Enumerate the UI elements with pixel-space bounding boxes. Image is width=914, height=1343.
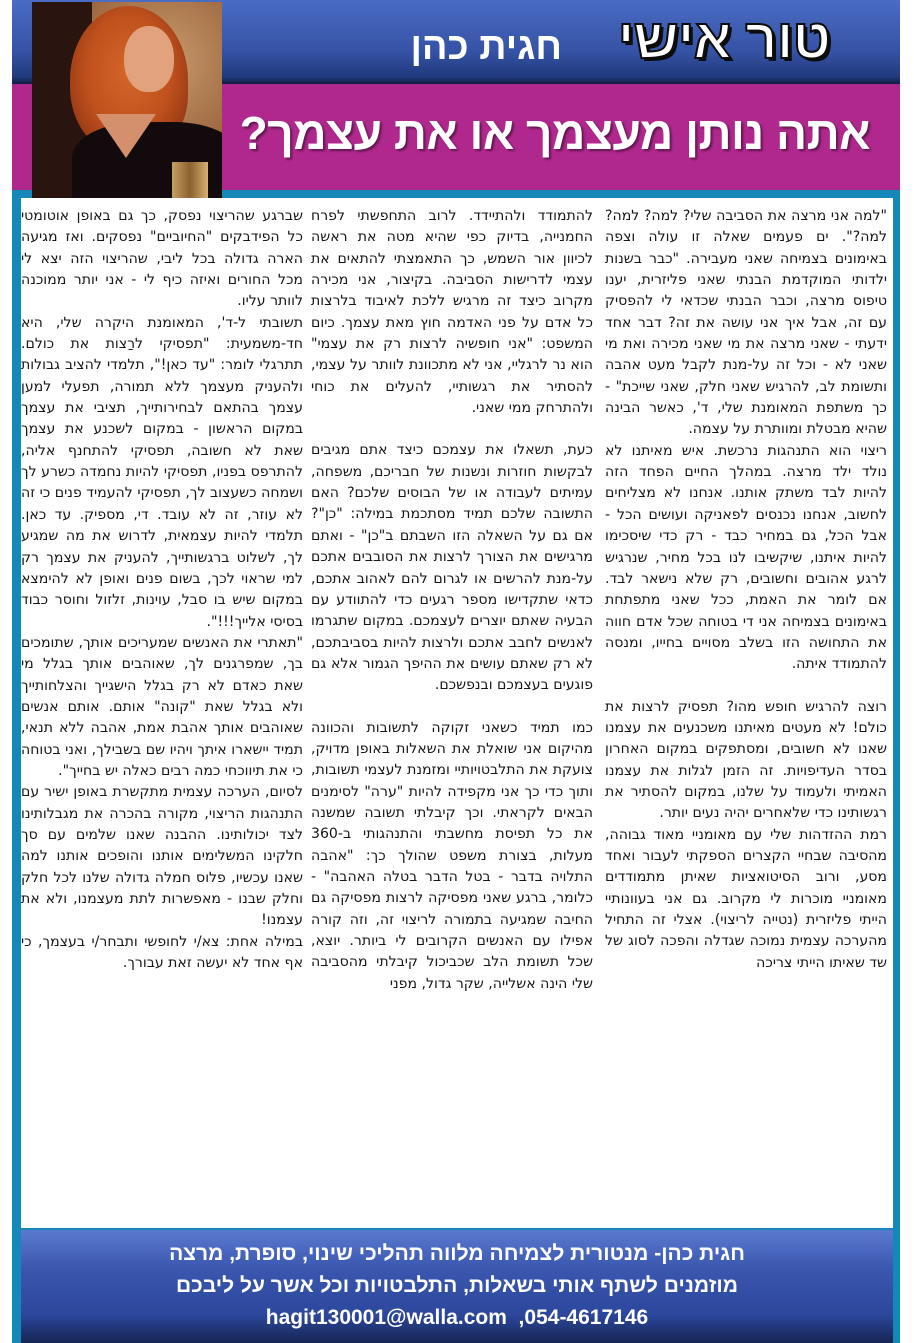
article-column-3 [21, 206, 303, 974]
contact-phone[interactable]: 054-4617146 [524, 1306, 649, 1329]
author-name: חגית כהן [410, 26, 562, 68]
author-bio-footer [21, 1230, 893, 1343]
author-bio: חגית כהן- מנטורית לצמיחה מלווה תהליכי שינוי, סופרת, מרצה [169, 1242, 745, 1265]
article-headline: אתה נותן מעצמך או את עצמך? [239, 107, 870, 159]
paragraph: לסיום, הערכה עצמית מתקשרת באופן ישיר עם התנהגות הריצוי, מקורה בהכרה את מגבלותינו לצד יכולותינו. ההבנה שאנו שלמים עם סך חלקינו המשלימים אותנו והופכים אותנו למה שאנו עכשיו, פלוס חמלה גדולה שלנו לכל חלק וחלק שבנו - מאפשרות לתת מעצמנו, ולא את עצמנו! [21, 784, 303, 929]
paragraph: תשובתי ל-ד', המאומנת היקרה שלי, היא חד-משמעית: "תפסיקי לרַצות את כולם. תתרגלי לומר: "עד כאן!", תלמדי להציב גבולות ולהעניק מעצמך ללא תמורה, תפעלי למען עצמך בהתאם לבחירותייך, תציבי את עצמך במקום הראשון - במקום לשכנע את עצמך שאת לא חשובה, תפסיקי להתחנף אליה, להתרפס בפניו, תפסיקי להיות נחמדה כשרע לך ושמחה כשעצוב לך, תפסיקי להעמיד פנים כי זה לא עוזר, זה לא עובד. די, מספיק. עד כאן. תלמדי להיות עצמאית, לדרוש את מה שמגיע לך, לשלוט ברגשותייך, להעניק את עצמך רק למי שראוי לכך, בשום פנים ואופן לא להימצא במקום שיש בו סבל, עוינות, זלזול וחוסר כבוד בסיסי אלייך!!!". [21, 314, 303, 630]
paragraph: רמת ההזדהות שלי עם מאומניי מאוד גבוהה, מהסיבה שבחיי הקצרים הספקתי לעבור ואחד מסע, ורוב הסיטואציות שאיתן מתמודדים מאומניי מוכרות לי מקרוב. גם אני בעוונותיי הייתי פליזרית (נטייה לריצוי). אצלי זה התחיל מהערכה עצמית נמוכה שגדלה והפכה לסוג של שד שאיתו הייתי צריכה [605, 826, 887, 971]
paragraph: ריצוי הוא התנהגות נרכשת. איש מאיתנו לא נולד ילד מרצה. במהלך החיים הפחד הזה להיות לבד משתק אותנו. אנחנו לא מצליחים לחשוב, אנחנו נכנסים לפאניקה ועושים הכל - אבל הכל, גם במחיר כבד - רק כדי שיסכימו להיות איתנו, שיקשיבו לנו בכל מחיר, שנרגיש לרגע אהובים וחשובים, רק שלא נישאר לבד. אם לומר את האמת, ככל שאני מתפתחת באימונים בצמיחה אני די בטוחה שכל אדם חווה את התחושה הזו בשלב מסויים בחייו, ומנסה להתמודד איתה. [605, 442, 887, 673]
paragraph: "למה אני מרצה את הסביבה שלי? למה? למה? למה?". ים פעמים שאלה זו עולה וצפה באימונים בצמיחה שאני מעבירה. "כבר בשנות ילדותי המוקדמת הבנתי שאני פליזרית, יענו טיפוס מרצה, וכבר הבנתי שכדאי לי להפסיק עם זה, אבל איך אני עושה את זה? דבר אחד ידעתי - שאני מרצה את מי שאני מכירה ואת מי שאני לא - וכל זה על-מנת לקבל מעט אהבה ותשומת לב, להרגיש שאני חלק, שאני שייכת" - כך משתפת המאומנת שלי, ד', כאשר הבינה שהיא מבטלת ומוותרת על עצמה. [605, 208, 887, 438]
paragraph: שברגע שהריצוי נפסק, כך גם באופן אוטומטי כל הפידבקים "החיוביים" נפסקים. ואז מגיעה הארה גדולה בכל ליבי, שהריצוי הזה יצא לי מכל החורים ואיזה כיף לי - אני יותר ממוכנה לוותר עליו. [21, 208, 303, 310]
paragraph: להתמודד ולהתיידד. לרוב התחפשתי לפרח החמנייה, בדיוק כפי שהיא מטה את ראשה לכיוון אור השמש, כך התאמצתי להתאים את עצמי לדרישות הסביבה. בקיצור, אני מכירה מקרוב כיצד זה מרגיש ללכת לאיבוד בלרצות כל אדם על פני האדמה חוץ מאת עצמך. כיום המשפט: "אני חופשיה לרצות רק את עצמי" הוא נר לרגליי, אני לא מתכוונת לוותר על עצמי, להסתיר את רגשותיי, להעלים את כוחי ולהתרחק ממי שאני. [311, 208, 593, 417]
paragraph: כמו תמיד כשאני זקוקה לתשובות והכוונה מהיקום אני שואלת את השאלות באופן מדויק, צועקת את התלבטויותיי ומזמנת לעצמי תשובות, ותוך כדי כך אני מקפידה להיות "ערה" לסימנים הבאים לקראתי. וכך קיבלתי תשובה שמשנה את כל תפיסת מחשבתי והתנהגותי ב-360 מעלות, בצורת משפט שהולך כך: "אהבה התלויה בדבר - בטל הדבר בטלה האהבה" - כלומר, ברגע שאני מפסיקה לרצות מפסיקה גם החיבה שמגיעה בתמורה לריצוי זה, וזה קורה אפילו עם האנשים הקרובים לי ביותר. יוצא, שכל תשומת הלב שכביכול קיבלתי מהסביבה שלי הינה אשלייה, שקר גדול, מפני [311, 719, 593, 992]
article-body [21, 198, 893, 1228]
paragraph: כעת, תשאלו את עצמכם כיצד אתם מגיבים לבקשות חוזרות ונשנות של חבריכם, משפחה, עמיתים לעבודה או של הבוסים שלכם? האם התשובה שלכם תמיד מסתכמת במילה: "כן"? אם גם על השאלה הזו השבתם ב"כן" - ואתם מרגישים את הצורך לרצות את הסובבים אתכם על-מנת להרשים או לגרום להם לאהוב אתכם, כדאי שתקדישו מספר רגעים כדי להתוודע עם הבעיה שאתם יוצרים לעצמכם. במקום שתגרמו לאנשים לחבב אתכם ולרצות להיות בסביבתכם, לא רק שאתם עושים את ההיפך הגמור אלא גם פוגעים בעצמכם ובנפשכם. [311, 442, 593, 694]
article-column-2 [311, 206, 593, 995]
article-column-1 [605, 206, 887, 974]
author-photo [32, 2, 222, 198]
paragraph: במילה אחת: צא/י לחופשי ותבחר/י בעצמך, כי אף אחד לא יעשה זאת עבורך. [21, 933, 303, 972]
contact-details: hagit130001@walla.com ,054-4617146 [265, 1306, 649, 1329]
contact-email[interactable]: hagit130001@walla.com [265, 1306, 507, 1329]
contact-invite: מוזמנים לשתף אותי בשאלות, התלבטויות וכל אשר על ליבכם [176, 1274, 738, 1297]
photo-face [124, 26, 174, 92]
photo-chair [172, 162, 208, 198]
paragraph: רוצה להרגיש חופש מהו? תפסיק לרצות את כולם! לא מעטים מאיתנו משכנעים את עצמנו שאנו לא חשובים, ומסתפקים במקום האחרון בסדר העדיפויות. זה הזמן לגלות את עצמנו האמיתי ולעמוד על שלנו, במקום להסתיר את רגשותינו כדי שלאחרים יהיה נעים יותר. [605, 698, 887, 822]
paragraph: "תאתרי את האנשים שמעריכים אותך, שתומכים בך, שמפרגנים לך, שאוהבים אותך בגלל מי שאת כאדם לא רק בגלל הישגייך והצלחותייך ולא בגלל שאת "קונה" אותם. אותם אנשים שאוהבים אותך אהבת אמת, אהבה ללא תנאי, תמיד יישארו איתך ויהיו שם בשבילך, ואני בטוחה כי את תיווכחי כמה רבים כאלה יש בחייך". [21, 634, 303, 779]
column-name: טור אישי [617, 7, 830, 70]
